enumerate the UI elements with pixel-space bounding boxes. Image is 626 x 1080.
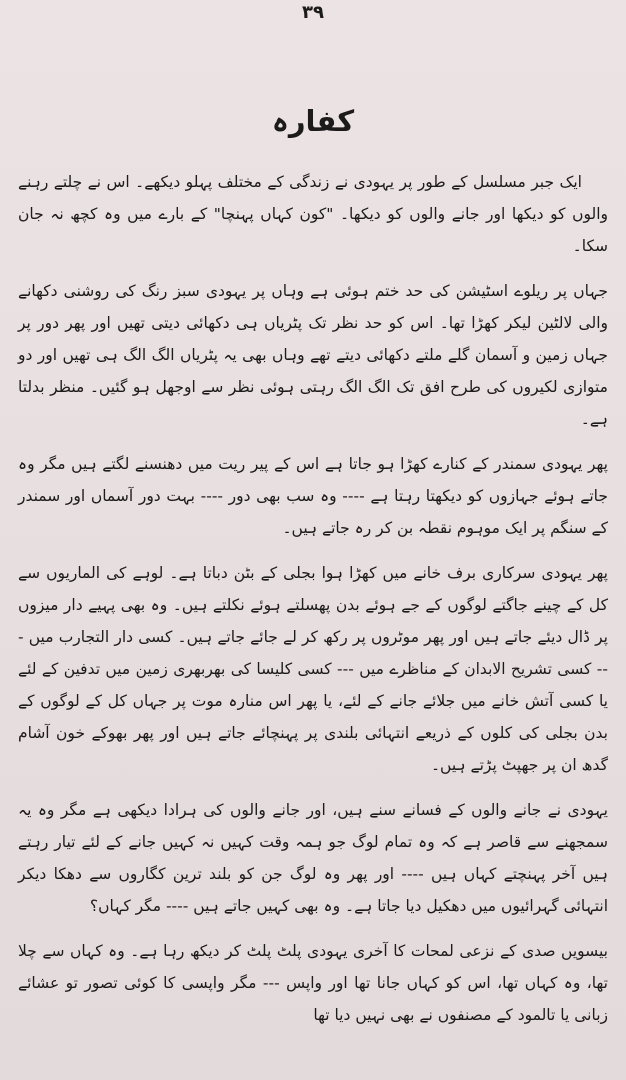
page-number: ۳۹ [302,2,324,23]
paragraph-6: بیسویں صدی کے نزعی لمحات کا آخری یہودی پلٹ پلٹ کر دیکھ رہا ہے۔ وہ کہاں سے چلا تھا، وہ کہاں تھا، اس کو کہاں جانا تھا اور واپس --- مگر واپسی کا کوئی تصور تو عشائے زبانی یا تالمود کے مصنفوں نے بھی نہیں دیا تھا [18,942,608,1024]
paragraph-5: یہودی نے جانے والوں کے فسانے سنے ہیں، اور جانے والوں کی ہرادا دیکھی ہے مگر وہ یہ سمجھنے سے قاصر ہے کہ وہ تمام لوگ جو ہمہ وقت کہیں نہ کہیں جانے کے لئے تیار رہتے ہیں آخر پہنچتے کہاں ہیں ---- اور پھر وہ لوگ جن کو بلند ترین کگاروں سے دھکا دیکر انتہائی گہرائیوں میں دھکیل دیا جاتا ہے۔ وہ بھی کہیں جاتے ہیں ---- مگر کہاں؟ [18,801,608,915]
chapter-title: کفارہ [271,104,355,138]
paragraph-4: پھر یہودی سرکاری برف خانے میں کھڑا ہوا بجلی کے بٹن دباتا ہے۔ لوہے کی الماریوں سے کل کے چینے جاگتے لوگوں کے جے ہوئے بدن پھسلتے ہوئے نکلتے ہیں۔ وہ بھی پہیے دار میزوں پر ڈال دیئے جاتے ہیں اور پھر موٹروں پر رکھ کر لے جائے جاتے ہیں۔ کسی دار التجارب میں --- کسی تشریح الابدان کے مناظرے میں --- کسی کلیسا کی بھربھری زمین میں تدفین کے لئے یا کسی آتش خانے میں جلائے جانے کے لئے، یا پھر اس منارہ موت پر جہاں کل کے لوگوں کے بدن بجلی کی کلوں کے ذریعے انتہائی بلندی پر پہنچائے جاتے ہیں اور پھر بھوکے خون آشام گدھ ان پر جھپٹ پڑتے ہیں۔ [18,564,608,774]
body-text [18,166,608,1044]
paragraph-3: پھر یہودی سمندر کے کنارے کھڑا ہو جاتا ہے اس کے پیر ریت میں دھنسنے لگتے ہیں مگر وہ جاتے ہوئے جہازوں کو دیکھتا رہتا ہے ---- وہ سب بھی دور ---- بہت دور آسماں اور سمندر کے سنگم پر ایک موہوم نقطہ بن کر رہ جاتے ہیں۔ [18,455,608,537]
paragraph-1: ایک جبر مسلسل کے طور پر یہودی نے زندگی کے مختلف پہلو دیکھے۔ اس نے چلتے رہنے والوں کو دیکھا اور جانے والوں کو دیکھا۔ "کون کہاں پہنچا" کے بارے میں وہ کچھ نہ جان سکا۔ [18,173,608,255]
paragraph-2: جہاں پر ریلوے اسٹیشن کی حد ختم ہوئی ہے وہاں پر یہودی سبز رنگ کی روشنی دکھانے والی لالٹین لیکر کھڑا تھا۔ اس کو حد نظر تک پٹریاں ہی دکھائی دیتی تھیں اور پھر دور پر جہاں زمین و آسمان گلے ملتے دکھائی دیتے تھے وہاں بھی یہ پٹریاں الگ الگ ہی تھیں اور دو متوازی لکیروں کی طرح افق تک الگ الگ رہتی ہوئی نظر سے اوجھل ہو گئیں۔ منظر بدلتا ہے۔ [18,282,608,428]
